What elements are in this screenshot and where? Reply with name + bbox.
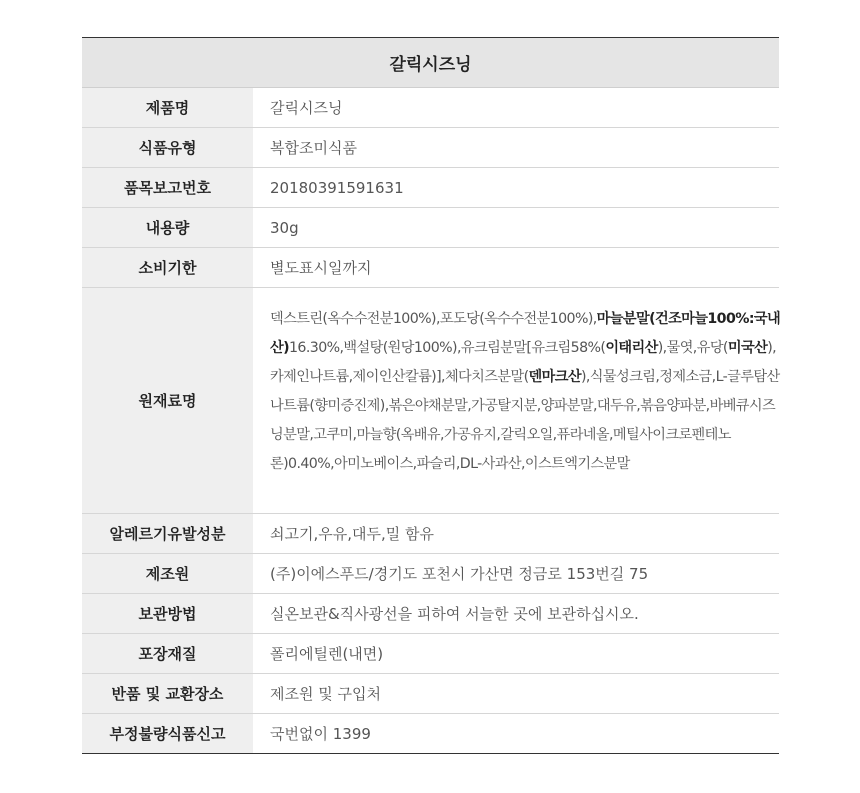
table-row-return-place	[82, 674, 779, 714]
row-value: 30g	[253, 208, 779, 247]
row-label: 알레르기유발성분	[82, 514, 253, 553]
row-value	[253, 288, 782, 513]
row-value: 제조원 및 구입처	[253, 674, 779, 713]
ingredients-text: 덱스트린(옥수수전분100%),포도당(옥수수전분100%),마늘분말(건조마늘100%:국내산)16.30%,백설탕(원당100%),유크림분말[유크림58%(이태리산),물엿,유당(미국산),카제인나트륨,제이인산칼륨)],체다치즈분말(덴마크산),식물성크림,정제소금,L-글루탐산나트륨(향미증진제),볶은야채분말,가공탈지분,양파분말,대두유,볶음양파분,바베큐시즈닝분말,고쿠미,마늘향(옥배유,가공유지,갈릭오일,퓨라네올,메틸사이크로펜테노론)0.40%,아미노베이스,파슬리,DL-사과산,이스트엑기스분말	[270, 311, 781, 472]
row-label: 제조원	[82, 554, 253, 593]
product-info-table	[82, 37, 779, 754]
table-row-expiry	[82, 248, 779, 288]
row-label: 원재료명	[82, 288, 253, 513]
table-row-allergens	[82, 514, 779, 554]
row-value: 실온보관&직사광선을 피하여 서늘한 곳에 보관하십시오.	[253, 594, 779, 633]
row-label: 소비기한	[82, 248, 253, 287]
row-label: 내용량	[82, 208, 253, 247]
row-value: 국번없이 1399	[253, 714, 779, 753]
table-row-food-type	[82, 128, 779, 168]
row-label: 포장재질	[82, 634, 253, 673]
row-label: 부정불량식품신고	[82, 714, 253, 753]
table-row-packaging	[82, 634, 779, 674]
table-row-report-hotline	[82, 714, 779, 753]
table-row-storage	[82, 594, 779, 634]
row-label: 제품명	[82, 88, 253, 127]
row-label: 품목보고번호	[82, 168, 253, 207]
row-value: 20180391591631	[253, 168, 779, 207]
table-row-net-content	[82, 208, 779, 248]
row-label: 반품 및 교환장소	[82, 674, 253, 713]
table-row-product-name	[82, 88, 779, 128]
row-value: 복합조미식품	[253, 128, 779, 167]
row-label: 보관방법	[82, 594, 253, 633]
row-value: 폴리에틸렌(내면)	[253, 634, 779, 673]
table-title: 갈릭시즈닝	[82, 38, 779, 88]
row-value: 별도표시일까지	[253, 248, 779, 287]
row-value: 쇠고기,우유,대두,밀 함유	[253, 514, 779, 553]
row-value: 갈릭시즈닝	[253, 88, 779, 127]
row-value: (주)이에스푸드/경기도 포천시 가산면 정금로 153번길 75	[253, 554, 779, 593]
table-row-ingredients	[82, 288, 779, 514]
table-row-manufacturer	[82, 554, 779, 594]
table-row-report-number	[82, 168, 779, 208]
row-label: 식품유형	[82, 128, 253, 167]
